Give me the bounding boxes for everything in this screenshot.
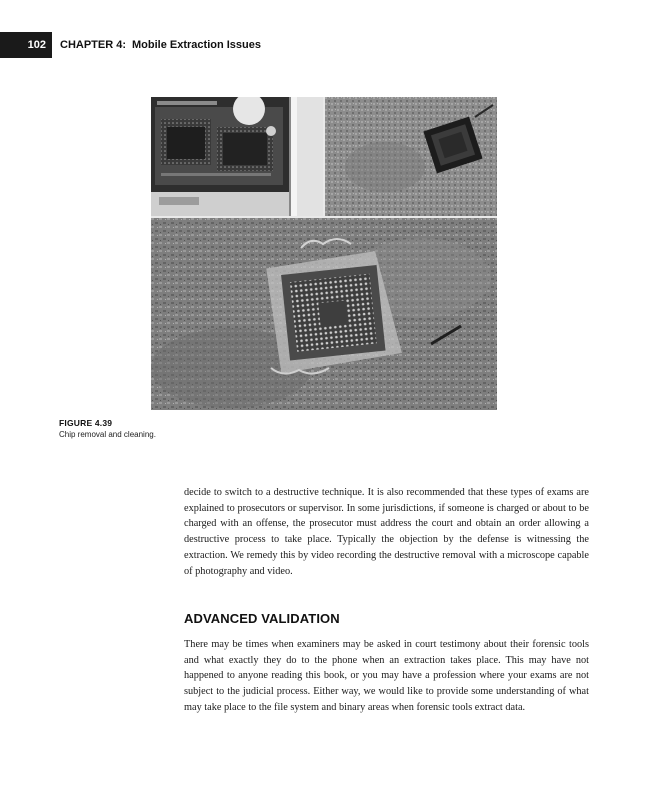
removed-chip-photo: [325, 97, 497, 216]
chapter-label: CHAPTER 4:: [60, 39, 127, 51]
body-paragraph-1: decide to switch to a destructive technique. It is also recommended that these types of exams are explained to prosecutors or supervisor. In some jurisdictions, if someone is charged or about to be charged with an offense, the prosecutor must address the court and obtain an order allowing a destructive process to take place. Typically the objection by the defense is witnessing the extraction. We remedy this by video recording the destructive removal with a microscope capable of photography and video.: [184, 487, 589, 577]
chip-cleaning-closeup-photo: [151, 218, 497, 410]
figure-caption: Chip removal and cleaning.: [59, 430, 156, 439]
figure-label: FIGURE 4.39: [59, 418, 113, 428]
circuit-board-photo: [151, 97, 323, 216]
section-heading: ADVANCED VALIDATION: [184, 611, 340, 626]
page-number: 102: [0, 32, 52, 58]
running-header: [0, 32, 261, 58]
chapter-name: Mobile Extraction Issues: [132, 39, 261, 51]
chapter-title: [60, 39, 261, 51]
figure-4-39: [151, 97, 497, 410]
body-paragraph-2: There may be times when examiners may be asked in court testimony about their forensic tools and what exactly they do to the phone when an extraction takes place. This may have not happened to anyone reading this book, or you may have a profession where your exams are not subject to the judicial process. Either way, we would like to provide some understanding of what may take place to the file system and binary areas when forensic tools extract data.: [184, 639, 589, 713]
